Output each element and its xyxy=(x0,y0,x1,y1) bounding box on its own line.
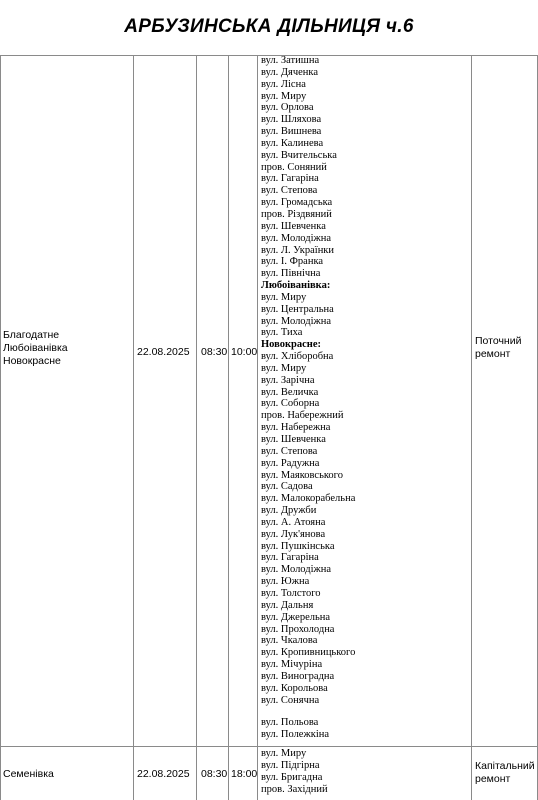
street-item: вул. Північна xyxy=(261,268,321,280)
street-item: вул. Радужна xyxy=(261,457,320,469)
column-divider xyxy=(257,55,258,800)
street-item: вул. Сонячна xyxy=(261,694,320,706)
street-item: вул. Громадська xyxy=(261,197,333,209)
street-item: вул. І. Франка xyxy=(261,256,324,268)
street-item: вул. Полежкіна xyxy=(261,728,330,740)
street-item: вул. Лук'янова xyxy=(261,528,326,540)
start-time-cell: 08:30 xyxy=(201,768,228,780)
column-divider xyxy=(0,55,1,800)
street-item: вул. Польова xyxy=(261,717,319,728)
date-cell: 22.08.2025 xyxy=(137,346,190,358)
streets-list-continued xyxy=(261,717,329,741)
street-item: вул. Миру xyxy=(261,90,307,102)
work-type-line: Поточний xyxy=(475,335,522,347)
street-item: вул. Хліборобна xyxy=(261,351,334,363)
street-item: вул. Пушкінська xyxy=(261,540,335,552)
street-item: вул. Маяковського xyxy=(261,469,343,481)
street-item: вул. Підгірна xyxy=(261,759,320,771)
settlement-subheading: Любоіванівка: xyxy=(261,280,331,292)
street-item: вул. Вишнева xyxy=(261,126,322,138)
work-type-cell xyxy=(475,335,521,361)
street-item: вул. Чкалова xyxy=(261,635,318,647)
street-item: вул. Набережна xyxy=(261,422,331,434)
street-item: вул. Л. Українки xyxy=(261,244,335,256)
end-time-cell: 18:00 xyxy=(231,768,258,780)
column-divider xyxy=(471,55,472,800)
street-item: вул. Лісна xyxy=(261,78,306,90)
streets-list xyxy=(261,748,328,795)
street-item: вул. Гагаріна xyxy=(261,173,319,185)
column-divider xyxy=(196,55,197,800)
street-item: вул. Бригадна xyxy=(261,771,323,783)
street-item: вул. А. Атояна xyxy=(261,516,326,528)
street-item: пров. Різдвяний xyxy=(261,208,332,220)
street-item: вул. Малокорабельна xyxy=(261,493,356,505)
settlement-name: Благодатне xyxy=(3,329,60,341)
street-item: вул. Молодіжна xyxy=(261,564,332,576)
street-item: вул. Прохолодна xyxy=(261,623,335,635)
street-item: пров. Соняний xyxy=(261,161,327,173)
street-item: вул. Миру xyxy=(261,291,307,303)
column-divider xyxy=(133,55,134,800)
street-item: вул. Молодіжна xyxy=(261,232,332,244)
work-type-cell xyxy=(475,760,535,786)
street-item: пров. Західний xyxy=(261,783,328,795)
street-item: вул. Гагаріна xyxy=(261,552,319,564)
street-item: вул. Степова xyxy=(261,445,318,457)
street-item: вул. Соборна xyxy=(261,398,320,410)
street-item: вул. Миру xyxy=(261,748,307,759)
page-title: АРБУЗИНСЬКА ДІЛЬНИЦЯ ч.6 xyxy=(124,16,414,37)
street-item: вул. Кропивницького xyxy=(261,647,356,659)
row-divider xyxy=(0,746,538,747)
street-item: вул. Шевченка xyxy=(261,220,326,232)
street-item: вул. Величка xyxy=(261,386,319,398)
street-item: вул. Виноградна xyxy=(261,670,335,682)
street-item: вул. Калинева xyxy=(261,137,324,149)
street-item: вул. Зарічна xyxy=(261,374,315,386)
street-item: вул. Степова xyxy=(261,185,318,197)
street-item: вул. Центральна xyxy=(261,303,334,315)
street-item: вул. Вчительська xyxy=(261,149,337,161)
work-type-line: Капітальний xyxy=(475,760,535,772)
street-item: вул. Шевченка xyxy=(261,434,326,445)
street-item: пров. Набережний xyxy=(261,410,344,422)
street-item: вул. Орлова xyxy=(261,102,314,114)
street-item: вул. Затишна xyxy=(261,55,320,66)
settlement-name: Новокрасне xyxy=(3,355,61,367)
street-item: вул. Южна xyxy=(261,576,310,588)
work-type-line: ремонт xyxy=(475,773,511,785)
settlements-cell xyxy=(3,329,68,368)
settlement-subheading: Новокрасне: xyxy=(261,339,322,351)
date-cell: 22.08.2025 xyxy=(137,768,190,780)
street-item: вул. Дяченка xyxy=(261,66,319,78)
street-item: вул. Джерельна xyxy=(261,611,331,623)
street-item: вул. Дружби xyxy=(261,505,317,517)
street-item: вул. Тиха xyxy=(261,327,303,339)
street-item: вул. Толстого xyxy=(261,587,321,599)
work-type-line: ремонт xyxy=(475,348,511,360)
column-divider xyxy=(228,55,229,800)
street-item: вул. Дальня xyxy=(261,599,314,611)
streets-list xyxy=(261,55,355,706)
settlement-name: Семенівка xyxy=(3,768,54,780)
settlements-cell xyxy=(3,768,54,781)
street-item: вул. Мічуріна xyxy=(261,659,323,671)
street-item: вул. Садова xyxy=(261,481,313,493)
street-item: вул. Молодіжна xyxy=(261,315,332,327)
street-item: вул. Корольова xyxy=(261,682,328,694)
street-item: вул. Миру xyxy=(261,362,307,374)
settlement-name: Любоіванівка xyxy=(3,342,68,354)
start-time-cell: 08:30 xyxy=(201,346,228,358)
end-time-cell: 10:00 xyxy=(231,346,258,358)
street-item: вул. Шляхова xyxy=(261,114,322,126)
